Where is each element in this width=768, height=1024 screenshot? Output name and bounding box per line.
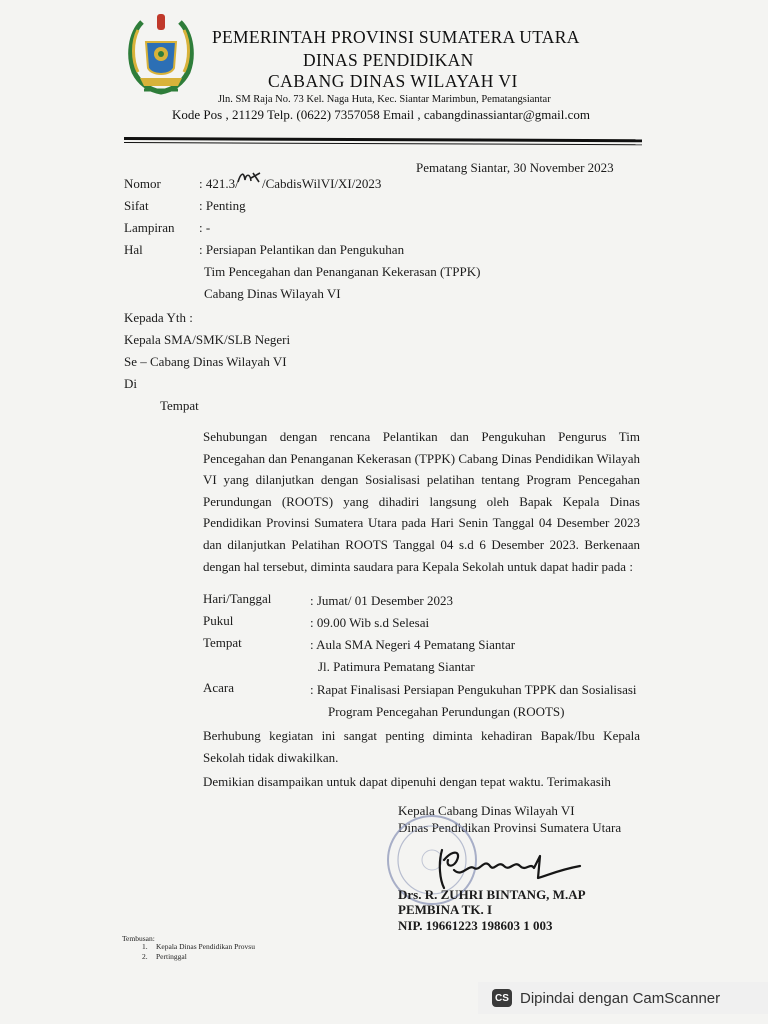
letterhead-contact: Kode Pos , 21129 Telp. (0622) 7357058 Email , cabangdinassiantar@gmail.com xyxy=(172,107,590,122)
recipient-line-2: Kepala SMA/SMK/SLB Negeri xyxy=(124,332,291,347)
lampiran-value: : - xyxy=(199,220,211,235)
sifat-label: Sifat xyxy=(124,198,149,213)
letterhead-address: Jln. SM Raja No. 73 Kel. Naga Huta, Kec. Siantar Marimbun, Pematangsiantar xyxy=(218,94,551,105)
hal-line-2: Tim Pencegahan dan Penanganan Kekerasan (TPPK) xyxy=(204,264,481,279)
hari-label: Hari/Tanggal xyxy=(203,591,272,606)
signatory-nip: NIP. 19661223 198603 1 003 xyxy=(398,918,553,933)
tempat-value-1: : Aula SMA Negeri 4 Pematang Siantar xyxy=(310,637,516,652)
pukul-label: Pukul xyxy=(203,613,234,628)
camscanner-label: Dipindai dengan CamScanner xyxy=(520,989,721,1007)
acara-value-2: Program Pencegahan Perundungan (ROOTS) xyxy=(328,704,565,719)
provincial-emblem-logo xyxy=(124,12,198,98)
letter-date: Pematang Siantar, 30 November 2023 xyxy=(416,160,614,175)
pukul-value: : 09.00 Wib s.d Selesai xyxy=(310,615,430,630)
body-paragraph-2: Berhubung kegiatan ini sangat penting diminta kehadiran Bapak/Ibu Kepala Sekolah tidak diwakilkan. xyxy=(203,728,640,765)
recipient-line-3: Se – Cabang Dinas Wilayah VI xyxy=(124,354,287,369)
hari-value: : Jumat/ 01 Desember 2023 xyxy=(310,593,453,608)
letterhead-rule-thin xyxy=(124,142,642,145)
handwritten-signature xyxy=(434,830,584,894)
acara-label: Acara xyxy=(203,680,235,695)
letterhead-agency: DINAS PENDIDIKAN xyxy=(303,50,474,70)
recipient-line-5: Tempat xyxy=(160,398,199,413)
camscanner-icon: CS xyxy=(492,989,512,1007)
tempat-value-2: Jl. Patimura Pematang Siantar xyxy=(318,659,475,674)
signatory-title-2: Dinas Pendidikan Provinsi Sumatera Utara xyxy=(398,820,622,835)
recipient-line-4: Di xyxy=(124,376,137,391)
camscanner-watermark xyxy=(478,982,768,1014)
letterhead-province: PEMERINTAH PROVINSI SUMATERA UTARA xyxy=(212,27,580,47)
tembusan-item-1-number: 1. xyxy=(142,942,148,951)
hal-line-1: : Persiapan Pelantikan dan Pengukuhan xyxy=(199,242,405,257)
signatory-name: Drs. R. ZUHRI BINTANG, M.AP xyxy=(398,887,586,902)
sifat-value: : Penting xyxy=(199,198,246,213)
body-paragraph-1: Sehubungan dengan rencana Pelantikan dan Pengukuhan Pengurus Tim Pencegahan dan Penanganan Kekerasan (TPPK) Cabang Dinas Pendidikan Wilayah VI yang dilanjutkan dengan Sosialisasi pelatihan tentang Program Pencegahan Perundungan (ROOTS) yang dihadiri langsung oleh Bapak Kepala Dinas Pendidikan Provinsi Sumatera Utara pada Hari Senin Tanggal 04 Desember 2023 dan dilanjutkan Pelatihan ROOTS Tanggal 04 s.d 6 Desember 2023. Berkenaan dengan hal tersebut, diminta saudara para Kepala Sekolah untuk dapat hadir pada : xyxy=(203,429,640,574)
nomor-suffix: /CabdisWilVI/XI/2023 xyxy=(262,176,382,191)
tembusan-item-1: Kepala Dinas Pendidikan Provsu xyxy=(156,942,255,951)
hal-label: Hal xyxy=(124,242,143,257)
tembusan-item-2-number: 2. xyxy=(142,952,148,961)
signatory-title-1: Kepala Cabang Dinas Wilayah VI xyxy=(398,803,575,818)
tempat-label: Tempat xyxy=(203,635,242,650)
nomor-label: Nomor xyxy=(124,176,161,191)
letterhead-branch: CABANG DINAS WILAYAH VI xyxy=(268,71,518,91)
tembusan-label: Tembusan: xyxy=(122,934,155,943)
handwritten-number-mark xyxy=(236,170,262,186)
hal-line-3: Cabang Dinas Wilayah VI xyxy=(204,286,341,301)
signatory-rank: PEMBINA TK. I xyxy=(398,902,493,917)
nomor-prefix: : 421.3/ xyxy=(199,176,239,191)
tembusan-item-2: Pertinggal xyxy=(156,952,187,961)
recipient-line-1: Kepada Yth : xyxy=(124,310,193,325)
body-paragraph-3: Demikian disampaikan untuk dapat dipenuhi dengan tepat waktu. Terimakasih xyxy=(203,774,611,789)
lampiran-label: Lampiran xyxy=(124,220,175,235)
acara-value-1: : Rapat Finalisasi Persiapan Pengukuhan TPPK dan Sosialisasi xyxy=(310,682,637,697)
